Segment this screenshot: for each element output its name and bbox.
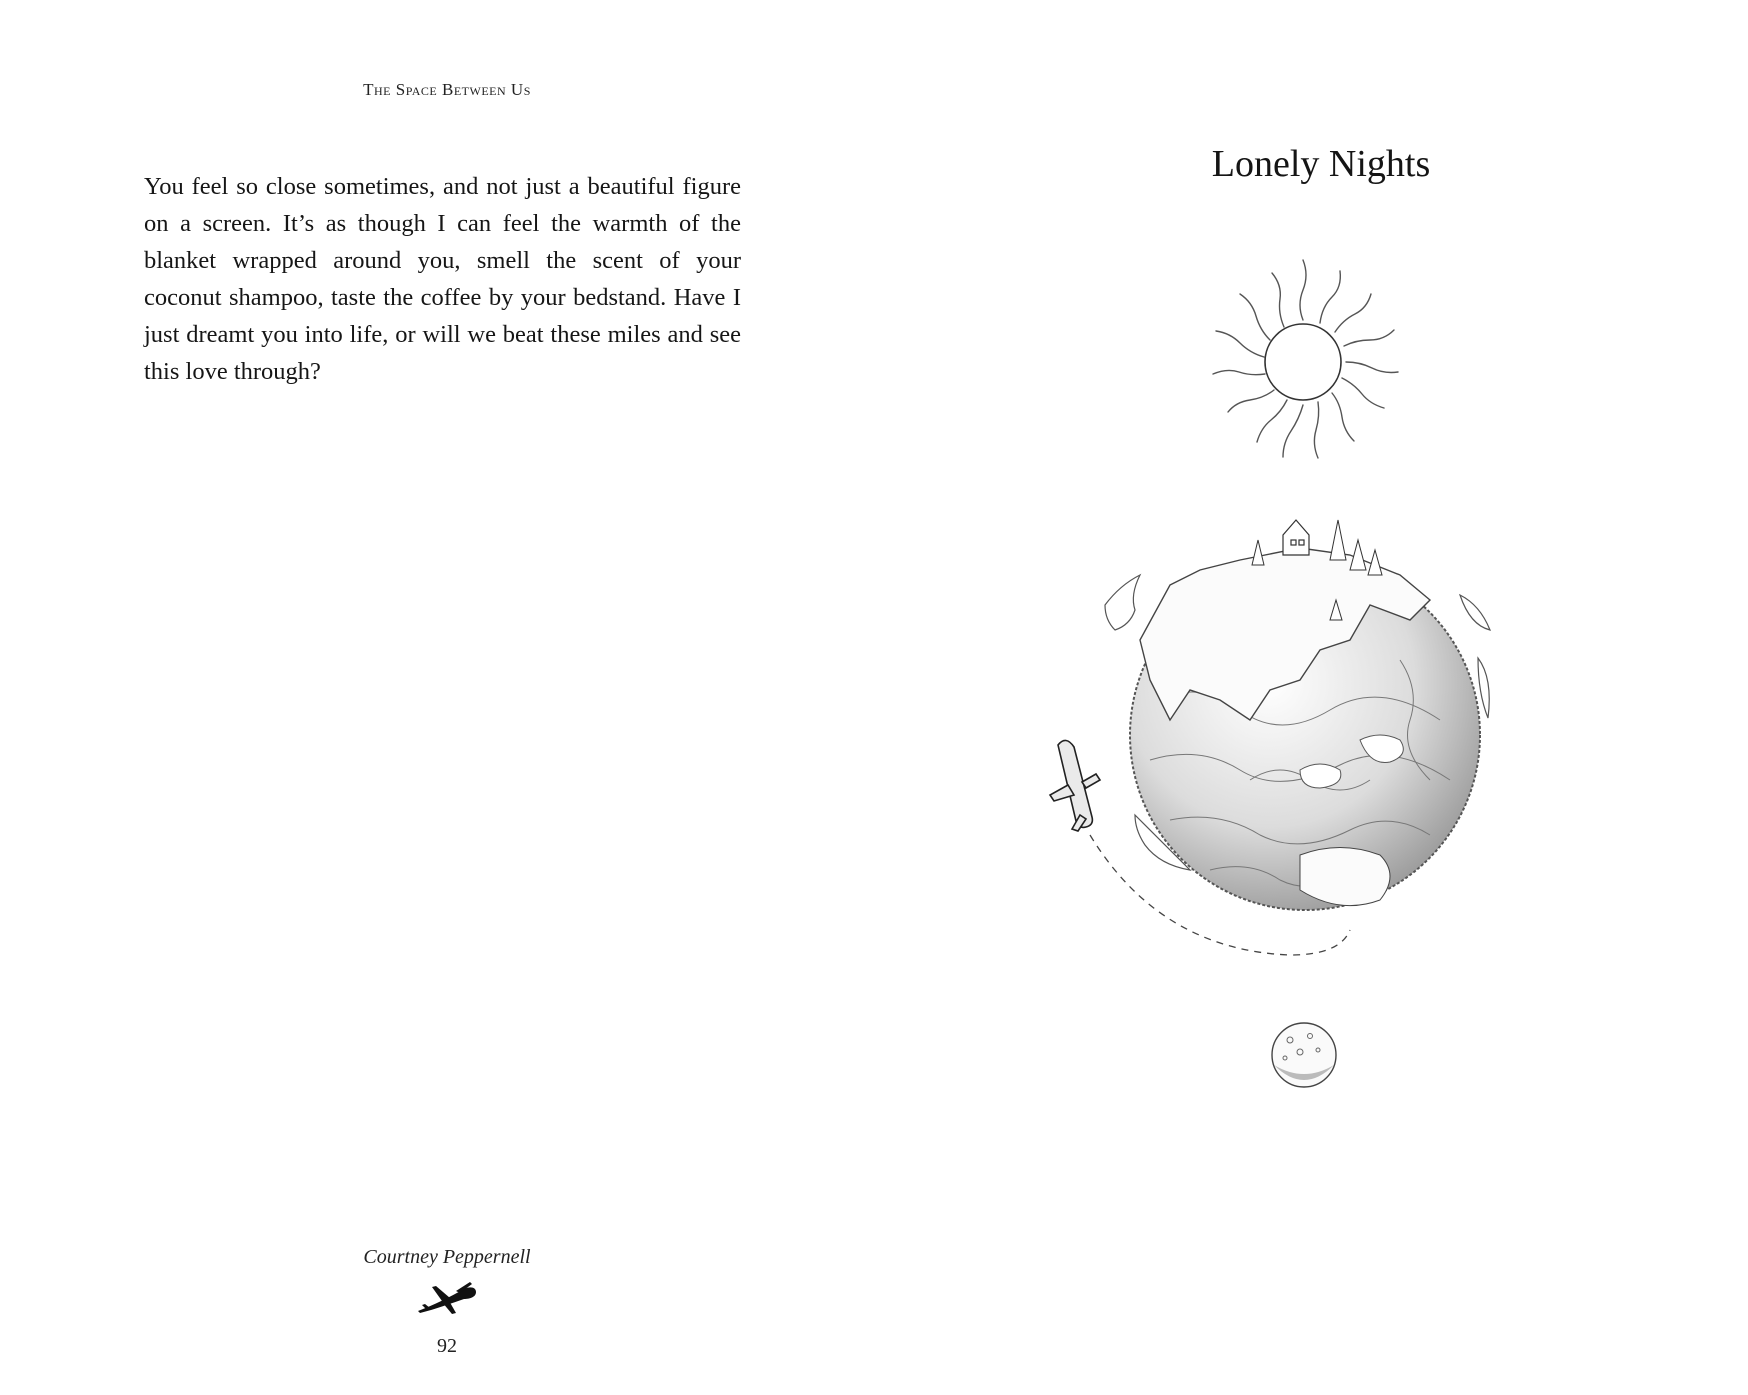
airplane-icon xyxy=(412,1277,482,1321)
airplane-icon xyxy=(1050,740,1100,831)
moon-icon xyxy=(1272,1023,1336,1087)
house-icon xyxy=(1283,520,1309,555)
sun-icon xyxy=(1213,260,1398,458)
page-footer xyxy=(0,1246,894,1358)
page-number: 92 xyxy=(437,1335,457,1357)
globe-illustration xyxy=(1130,520,1480,910)
lonely-nights-illustration xyxy=(1030,220,1550,1120)
author-name: Courtney Peppernell xyxy=(363,1246,531,1268)
running-head: The Space Between Us xyxy=(363,80,531,99)
body-paragraph: You feel so close sometimes, and not just a beautiful figure on a screen. It’s as though I can feel the warmth of the blanket wrapped around you, smell the scent of your coconut shampoo, taste the coffee by your bedstand. Have I just dreamt you into life, or will we beat these miles and see this love through? xyxy=(144,173,741,385)
chapter-title: Lonely Nights xyxy=(1211,143,1431,185)
